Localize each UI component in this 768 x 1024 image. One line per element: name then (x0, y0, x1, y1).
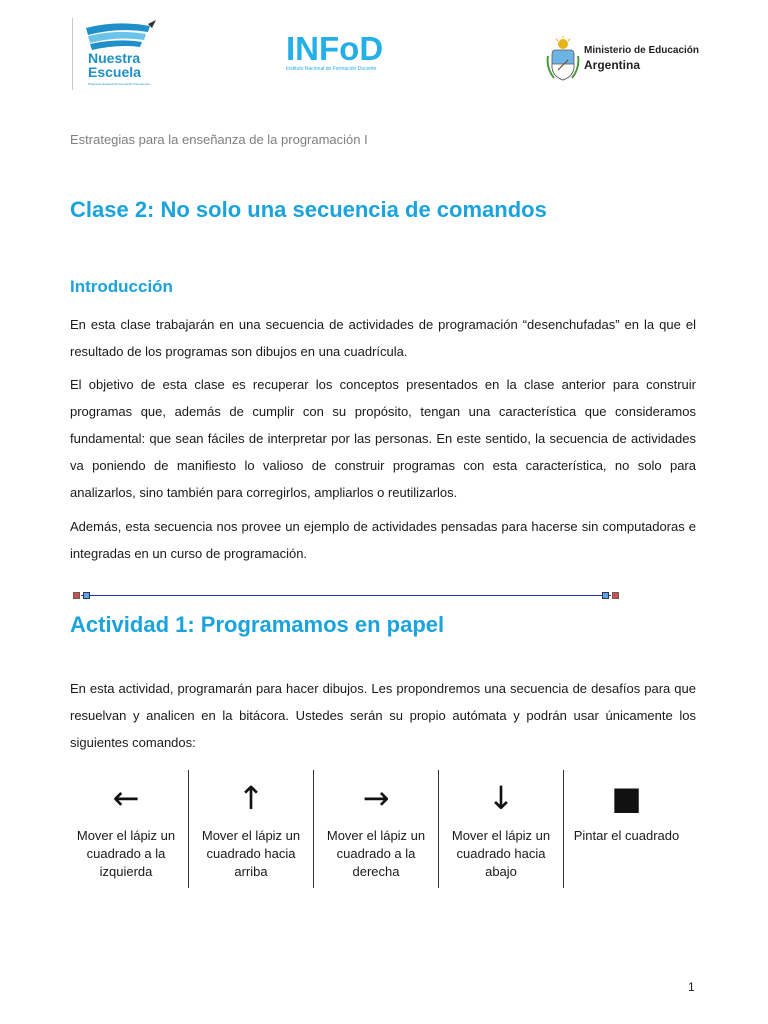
intro-heading: Introducción (70, 277, 173, 296)
command-label: Mover el lápiz un cuadrado hacia abajo (451, 828, 551, 879)
logo-left-tagline: Programa Nacional de Formación Permanente (88, 82, 151, 86)
divider-handle (602, 592, 609, 599)
infod-logo (286, 32, 383, 72)
infod-subtitle: Instituto Nacional de Formación Docente (286, 66, 377, 72)
infod-name: INFoD (286, 30, 384, 67)
intro-paragraph-2: El objetivo de esta clase es recuperar los conceptos presentados en la clase anterior para construir programas que, además de cumplir con su propósito, tengan una característica que consideramos fundamental: que sean fáciles de interpretar por las personas. En este sentido, la secuencia de actividades va poniendo de manifiesto lo valioso de construir programas con esta característica, no solo para analizarlos, sino también para corregirlos, ampliarlos o reutilizarlos. (70, 377, 696, 500)
coat-of-arms-icon (546, 36, 580, 82)
command-cell (439, 770, 564, 888)
divider-line (81, 595, 611, 596)
command-cell (189, 770, 314, 888)
logo-divider (72, 18, 73, 90)
activity-paragraph: En esta actividad, programarán para hacer dibujos. Les propondremos una secuencia de desafíos para que resuelvan y analicen en la bitácora. Ustedes serán su propio autómata y podrán usar únicamente los siguientes comandos: (70, 681, 696, 750)
arrow-left-icon: ← (112, 779, 140, 817)
command-cell (64, 770, 189, 888)
page-header (0, 0, 768, 100)
commands-table (64, 770, 692, 888)
section-divider (73, 591, 619, 601)
intro-paragraph-1: En esta clase trabajarán en una secuencia de actividades de programación “desenchufadas” en la que el resultado de los programas son dibujos en una cuadrícula. (70, 317, 696, 359)
divider-handle (612, 592, 619, 599)
course-subject: Estrategias para la enseñanza de la programación I (70, 132, 368, 147)
logo-left-line1: Nuestra (88, 50, 141, 66)
command-label: Mover el lápiz un cuadrado a la izquierda (76, 828, 176, 879)
nuestra-escuela-logo (72, 14, 162, 90)
page-number: 1 (688, 980, 695, 994)
ministerio-logo (546, 36, 706, 82)
arrow-down-icon: ↓ (487, 779, 515, 817)
logo-left-line2: Escuela (88, 64, 141, 80)
divider-handle (83, 592, 90, 599)
arrow-up-icon: ↑ (237, 779, 265, 817)
command-label: Mover el lápiz un cuadrado hacia arriba (201, 828, 301, 879)
ministerio-line1: Ministerio de Educación (584, 45, 700, 56)
command-cell (564, 770, 689, 888)
command-label: Pintar el cuadrado (573, 828, 680, 843)
divider-handle (73, 592, 80, 599)
intro-paragraph-3: Además, esta secuencia nos provee un ejemplo de actividades pensadas para hacerse sin computadoras e integradas en un curso de programación. (70, 519, 696, 561)
class-title: Clase 2: No solo una secuencia de comandos (70, 197, 547, 222)
command-cell (314, 770, 439, 888)
filled-square-icon: ■ (611, 779, 642, 817)
nuestra-escuela-wave-icon (78, 18, 158, 52)
arrow-right-icon: → (362, 779, 390, 817)
command-label: Mover el lápiz un cuadrado a la derecha (326, 828, 426, 879)
activity-title: Actividad 1: Programamos en papel (70, 612, 445, 637)
ministerio-line2: Argentina (584, 58, 641, 72)
